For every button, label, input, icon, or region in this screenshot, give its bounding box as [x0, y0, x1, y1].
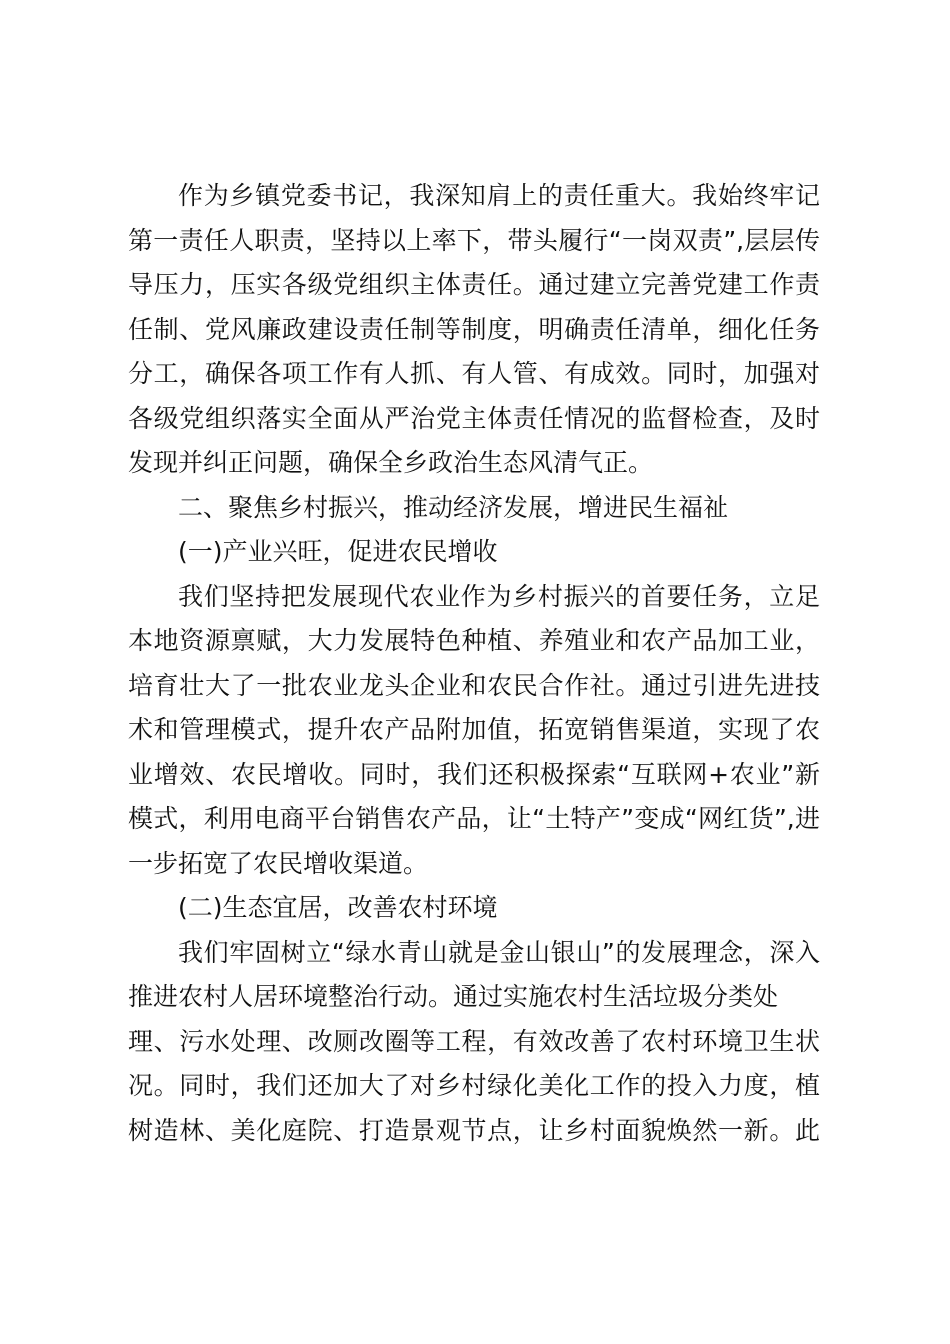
- text-line: 培育壮大了一批农业龙头企业和农民合作社。通过引进先进技: [128, 670, 820, 700]
- text-line: 第一责任人职责，坚持以上率下，带头履行“一岗双责”,层层传: [128, 225, 820, 255]
- text-line: 发现并纠正问题，确保全乡政治生态风清气正。: [128, 448, 654, 477]
- text-line: 任制、党风廉政建设责任制等制度，明确责任清单，细化任务: [128, 314, 820, 344]
- text-line: (一)产业兴旺，促进农民增收: [178, 537, 498, 566]
- text-line: 分工，确保各项工作有人抓、有人管、有成效。同时，加强对: [128, 359, 820, 388]
- text-line: 术和管理模式，提升农产品附加值，拓宽销售渠道，实现了农: [128, 715, 820, 744]
- text-line: 我们牢固树立“绿水青山就是金山银山”的发展理念，深入: [178, 937, 820, 967]
- text-line: 本地资源禀赋，大力发展特色种植、养殖业和农产品加工业，: [128, 626, 820, 655]
- text-line: 二、聚焦乡村振兴，推动经济发展，增进民生福祉: [178, 492, 729, 522]
- text-line: (二)生态宜居，改善农村环境: [178, 893, 498, 922]
- text-line: 我们坚持把发展现代农业作为乡村振兴的首要任务，立足: [178, 581, 820, 611]
- text-line: 理、污水处理、改厕改圈等工程，有效改善了农村环境卫生状: [128, 1026, 820, 1056]
- body-text: [128, 174, 820, 1153]
- text-line: 况。同时，我们还加大了对乡村绿化美化工作的投入力度，植: [128, 1071, 820, 1100]
- text-line: 一步拓宽了农民增收渠道。: [128, 848, 429, 878]
- text-line: 各级党组织落实全面从严治党主体责任情况的监督检查，及时: [128, 403, 820, 433]
- text-line: 树造林、美化庭院、打造景观节点，让乡村面貌焕然一新。此: [128, 1115, 820, 1145]
- text-line: 作为乡镇党委书记，我深知肩上的责任重大。我始终牢记: [178, 181, 820, 210]
- text-line: 模式，利用电商平台销售农产品，让“土特产”变成“网红货”,进: [128, 804, 820, 833]
- text-line: 推进农村人居环境整治行动。通过实施农村生活垃圾分类处: [128, 982, 779, 1011]
- text-line: 业增效、农民增收。同时，我们还积极探索“互联网+农业”新: [128, 759, 820, 789]
- text-line: 导压力，压实各级党组织主体责任。通过建立完善党建工作责: [128, 270, 820, 299]
